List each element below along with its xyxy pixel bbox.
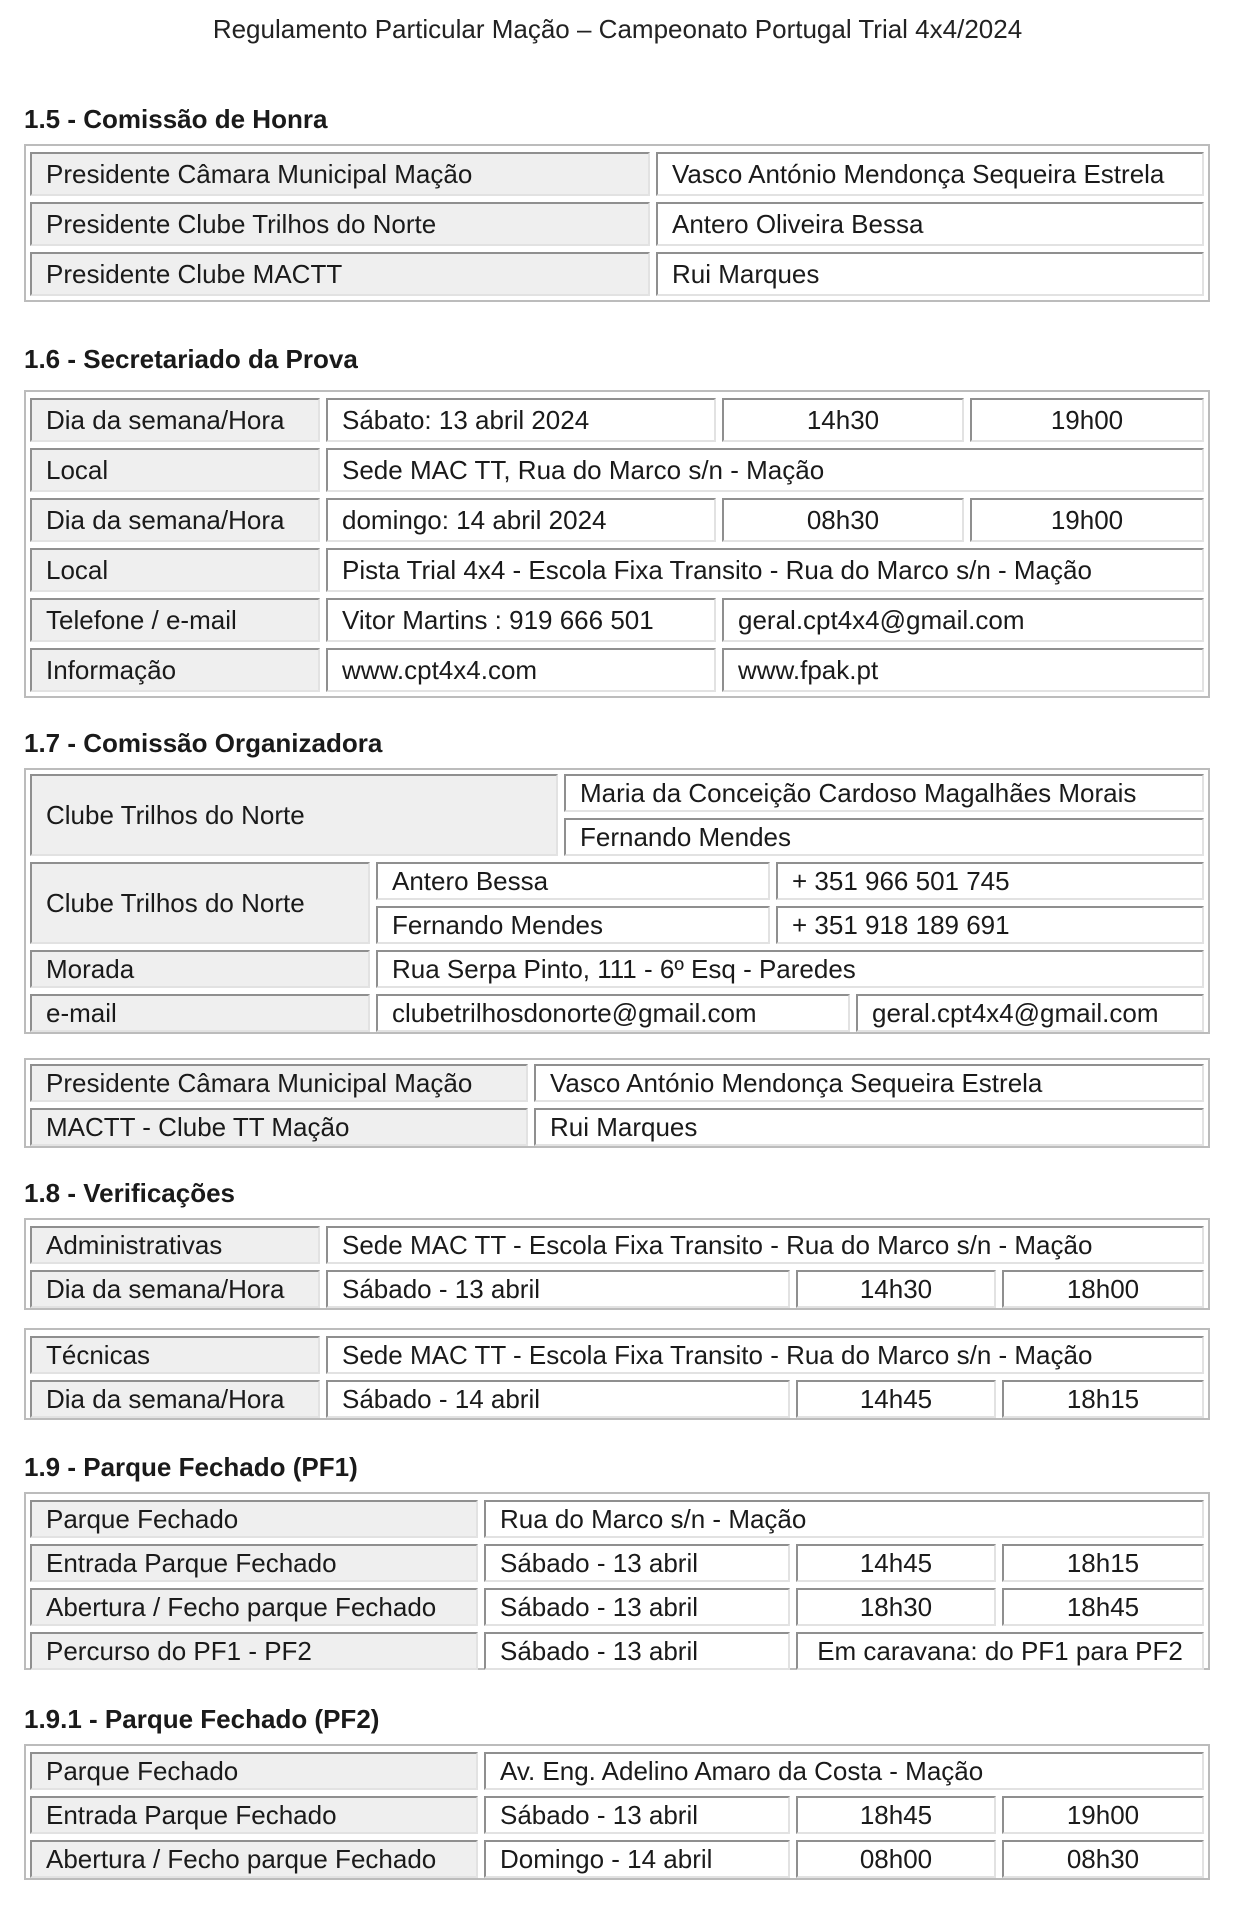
- honra-name: Rui Marques: [656, 252, 1204, 296]
- sec-value: Sede MAC TT, Rua do Marco s/n - Mação: [326, 448, 1204, 492]
- sec-value: Pista Trial 4x4 - Escola Fixa Transito - Rua do Marco s/n - Mação: [326, 548, 1204, 592]
- pf-time: 18h45: [796, 1796, 996, 1834]
- org-label: e-mail: [30, 994, 370, 1032]
- org-club: Clube Trilhos do Norte: [30, 862, 370, 944]
- pf-day: Sábado - 13 abril: [484, 1632, 790, 1670]
- org-extra-name: Vasco António Mendonça Sequeira Estrela: [534, 1064, 1204, 1102]
- pf-label: Parque Fechado: [30, 1500, 478, 1538]
- pf-time: 18h30: [796, 1588, 996, 1626]
- sec-label: Dia da semana/Hora: [30, 498, 320, 542]
- pf-day: Sábado - 13 abril: [484, 1544, 790, 1582]
- ver-label: Dia da semana/Hora: [30, 1270, 320, 1308]
- honra-name: Antero Oliveira Bessa: [656, 202, 1204, 246]
- ver-location: Sede MAC TT - Escola Fixa Transito - Rua do Marco s/n - Mação: [326, 1226, 1204, 1264]
- ver-time: 14h45: [796, 1380, 996, 1418]
- pf1-table: [24, 1492, 1210, 1670]
- ver-day: Sábado - 13 abril: [326, 1270, 790, 1308]
- honra-table: [24, 144, 1210, 302]
- ver-label: Dia da semana/Hora: [30, 1380, 320, 1418]
- sec-link[interactable]: www.fpak.pt: [722, 648, 1204, 692]
- org-club: Clube Trilhos do Norte: [30, 774, 558, 856]
- honra-role: Presidente Clube Trilhos do Norte: [30, 202, 650, 246]
- pf-route: Em caravana: do PF1 para PF2: [796, 1632, 1204, 1670]
- org-contact-phone: + 351 966 501 745: [776, 862, 1204, 900]
- sec-label: Local: [30, 548, 320, 592]
- sec-time: 19h00: [970, 498, 1204, 542]
- org-contact-phone: + 351 918 189 691: [776, 906, 1204, 944]
- section-title-verificacoes: 1.8 - Verificações: [24, 1178, 236, 1208]
- pf-label: Parque Fechado: [30, 1752, 478, 1790]
- sec-value: Sábato: 13 abril 2024: [326, 398, 716, 442]
- ver-day: Sábado - 14 abril: [326, 1380, 790, 1418]
- secretariado-table: [24, 390, 1210, 698]
- pf-time: 19h00: [1002, 1796, 1204, 1834]
- sec-time: 14h30: [722, 398, 964, 442]
- sec-time: 08h30: [722, 498, 964, 542]
- pf-time: 08h30: [1002, 1840, 1204, 1878]
- sec-phone: Vitor Martins : 919 666 501: [326, 598, 716, 642]
- ver-time: 18h15: [1002, 1380, 1204, 1418]
- pf-day: Sábado - 13 abril: [484, 1588, 790, 1626]
- ver-time: 18h00: [1002, 1270, 1204, 1308]
- org-extra-role: MACTT - Clube TT Mação: [30, 1108, 528, 1146]
- section-title-pf1: 1.9 - Parque Fechado (PF1): [24, 1452, 358, 1482]
- sec-link[interactable]: www.cpt4x4.com: [326, 648, 716, 692]
- pf-time: 18h15: [1002, 1544, 1204, 1582]
- ver-label: Administrativas: [30, 1226, 320, 1264]
- sec-label: Local: [30, 448, 320, 492]
- honra-name: Vasco António Mendonça Sequeira Estrela: [656, 152, 1204, 196]
- pf-time: 18h45: [1002, 1588, 1204, 1626]
- pf-time: 14h45: [796, 1544, 996, 1582]
- honra-role: Presidente Câmara Municipal Mação: [30, 152, 650, 196]
- org-address: Rua Serpa Pinto, 111 - 6º Esq - Paredes: [376, 950, 1204, 988]
- pf2-table: [24, 1744, 1210, 1880]
- pf-label: Abertura / Fecho parque Fechado: [30, 1840, 478, 1878]
- section-title-organizadora: 1.7 - Comissão Organizadora: [24, 728, 383, 758]
- section-title-secretariado: 1.6 - Secretariado da Prova: [24, 344, 358, 374]
- verificacoes-tec-table: [24, 1328, 1210, 1420]
- org-extra-role: Presidente Câmara Municipal Mação: [30, 1064, 528, 1102]
- organizadora-extra-table: [24, 1058, 1210, 1148]
- ver-time: 14h30: [796, 1270, 996, 1308]
- sec-email[interactable]: geral.cpt4x4@gmail.com: [722, 598, 1204, 642]
- org-email[interactable]: geral.cpt4x4@gmail.com: [856, 994, 1204, 1032]
- pf-time: 08h00: [796, 1840, 996, 1878]
- verificacoes-adm-table: [24, 1218, 1210, 1310]
- pf-label: Entrada Parque Fechado: [30, 1544, 478, 1582]
- org-label: Morada: [30, 950, 370, 988]
- page-header: Regulamento Particular Mação – Campeonato Portugal Trial 4x4/2024: [212, 14, 1023, 44]
- org-contact-name: Fernando Mendes: [376, 906, 770, 944]
- org-member: Fernando Mendes: [564, 818, 1204, 856]
- org-extra-name: Rui Marques: [534, 1108, 1204, 1146]
- pf-label: Entrada Parque Fechado: [30, 1796, 478, 1834]
- section-title-pf2: 1.9.1 - Parque Fechado (PF2): [24, 1704, 380, 1734]
- pf-label: Abertura / Fecho parque Fechado: [30, 1588, 478, 1626]
- sec-label: Telefone / e-mail: [30, 598, 320, 642]
- pf-label: Percurso do PF1 - PF2: [30, 1632, 478, 1670]
- sec-time: 19h00: [970, 398, 1204, 442]
- pf-day: Domingo - 14 abril: [484, 1840, 790, 1878]
- pf-location: Rua do Marco s/n - Mação: [484, 1500, 1204, 1538]
- section-title-honra: 1.5 - Comissão de Honra: [24, 104, 328, 134]
- ver-location: Sede MAC TT - Escola Fixa Transito - Rua do Marco s/n - Mação: [326, 1336, 1204, 1374]
- sec-label: Dia da semana/Hora: [30, 398, 320, 442]
- pf-location: Av. Eng. Adelino Amaro da Costa - Mação: [484, 1752, 1204, 1790]
- ver-label: Técnicas: [30, 1336, 320, 1374]
- sec-label: Informação: [30, 648, 320, 692]
- organizadora-table: [24, 768, 1210, 1034]
- org-email[interactable]: clubetrilhosdonorte@gmail.com: [376, 994, 850, 1032]
- pf-day: Sábado - 13 abril: [484, 1796, 790, 1834]
- org-contact-name: Antero Bessa: [376, 862, 770, 900]
- org-member: Maria da Conceição Cardoso Magalhães Morais: [564, 774, 1204, 812]
- sec-value: domingo: 14 abril 2024: [326, 498, 716, 542]
- honra-role: Presidente Clube MACTT: [30, 252, 650, 296]
